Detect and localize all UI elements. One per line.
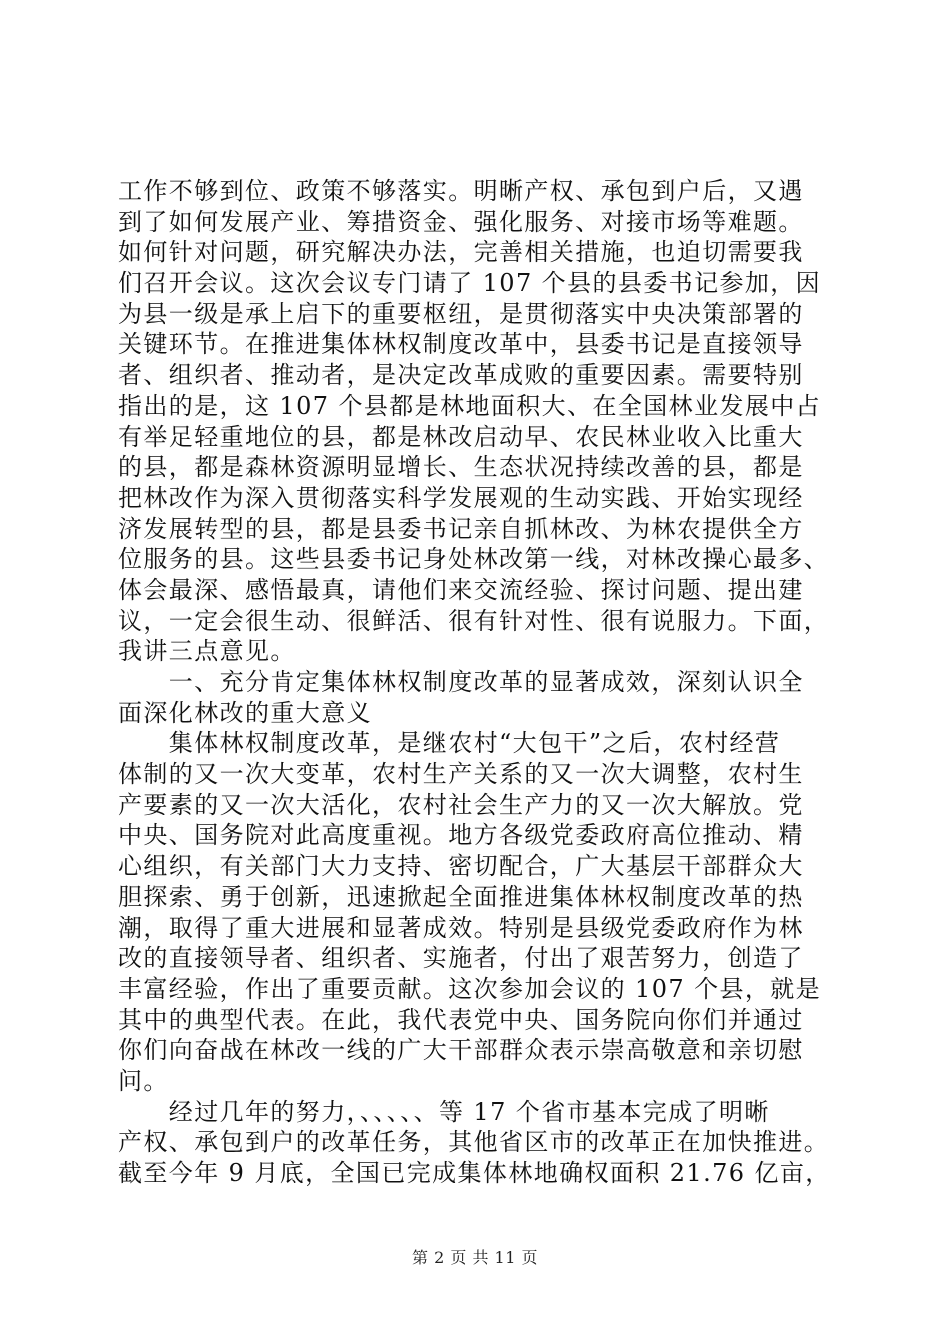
text-line: 把林改作为深入贯彻落实科学发展观的生动实践、开始实现经 <box>118 483 804 512</box>
text-line: 如何针对问题，研究解决办法，完善相关措施，也迫切需要我 <box>118 238 804 267</box>
text-line: 体制的又一次大变革，农村生产关系的又一次大调整，农村生 <box>118 760 804 789</box>
text-line: 关键环节。在推进集体林权制度改革中，县委书记是直接领导 <box>118 330 804 359</box>
text-line: 们召开会议。这次会议专门请了 107 个县的县委书记参加，因 <box>118 269 822 298</box>
text-line: 济发展转型的县，都是县委书记亲自抓林改、为林农提供全方 <box>118 514 804 543</box>
text-line: 集体林权制度改革，是继农村“大包干”之后，农村经营 <box>118 729 781 758</box>
text-line: 指出的是，这 107 个县都是林地面积大、在全国林业发展中占 <box>118 391 822 420</box>
text-line: 经过几年的努力，、、、、、等 17 个省市基本完成了明晰 <box>118 1097 770 1126</box>
text-line: 其中的典型代表。在此，我代表党中央、国务院向你们并通过 <box>118 1005 804 1034</box>
text-line: 心组织，有关部门大力支持、密切配合，广大基层干部群众大 <box>118 852 804 881</box>
text-line: 位服务的县。这些县委书记身处林改第一线，对林改操心最多、 <box>118 545 830 574</box>
document-body <box>118 176 834 1189</box>
text-line: 有举足轻重地位的县，都是林改启动早、农民林业收入比重大 <box>118 422 804 451</box>
text-line: 问。 <box>118 1066 169 1095</box>
page-number-footer: 第 2 页 共 11 页 <box>412 1248 538 1267</box>
text-line: 的县，都是森林资源明显增长、生态状况持续改善的县，都是 <box>118 453 804 482</box>
text-line: 体会最深、感悟最真，请他们来交流经验、探讨问题、提出建 <box>118 575 804 604</box>
text-line: 议，一定会很生动、很鲜活、很有针对性、很有说服力。下面， <box>118 606 830 635</box>
text-line: 中央、国务院对此高度重视。地方各级党委政府高位推动、精 <box>118 821 804 850</box>
text-line: 产权、承包到户的改革任务，其他省区市的改革正在加快推进。 <box>118 1128 830 1157</box>
text-line: 到了如何发展产业、筹措资金、强化服务、对接市场等难题。 <box>118 207 804 236</box>
text-line: 我讲三点意见。 <box>118 637 296 666</box>
text-line: 潮，取得了重大进展和显著成效。特别是县级党委政府作为林 <box>118 913 804 942</box>
text-line: 工作不够到位、政策不够落实。明晰产权、承包到户后，又遇 <box>118 177 804 205</box>
text-line: 者、组织者、推动者，是决定改革成败的重要因素。需要特别 <box>118 361 804 390</box>
text-line: 胆探索、勇于创新，迅速掀起全面推进集体林权制度改革的热 <box>118 882 804 911</box>
text-line: 截至今年 9 月底，全国已完成集体林地确权面积 21.76 亿亩， <box>118 1159 831 1187</box>
text-line: 你们向奋战在林改一线的广大干部群众表示崇高敬意和亲切慰 <box>118 1036 804 1065</box>
text-line: 为县一级是承上启下的重要枢纽，是贯彻落实中央决策部署的 <box>118 299 804 328</box>
section-heading-line: 一、充分肯定集体林权制度改革的显著成效，深刻认识全 <box>118 668 804 696</box>
text-line: 改的直接领导者、组织者、实施者，付出了艰苦努力，创造了 <box>118 944 804 973</box>
text-line: 产要素的又一次大活化，农村社会生产力的又一次大解放。党 <box>118 790 804 819</box>
section-heading-line: 面深化林改的重大意义 <box>118 698 372 727</box>
text-line: 丰富经验，作出了重要贡献。这次参加会议的 107 个县，就是 <box>118 974 822 1003</box>
